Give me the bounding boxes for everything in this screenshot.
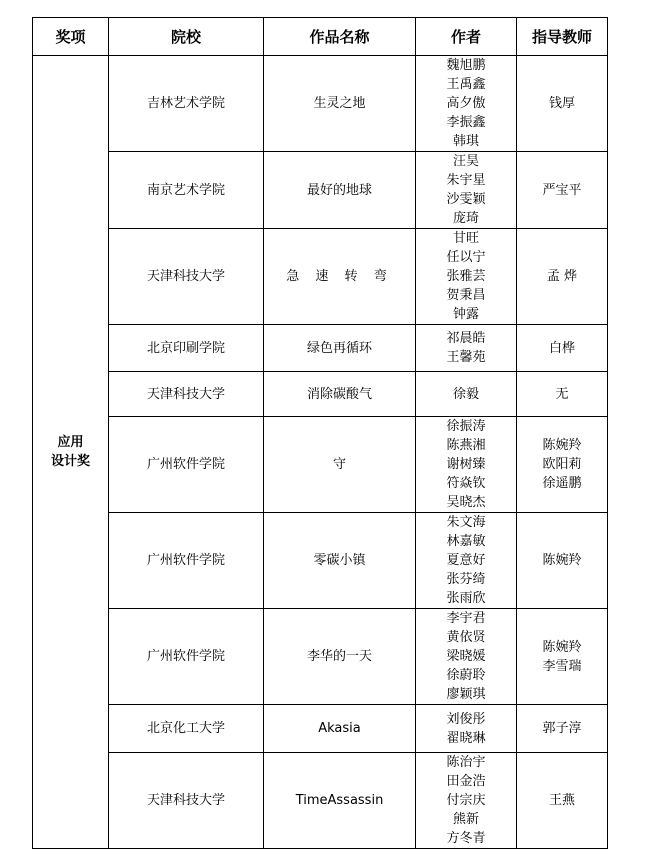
author-name: 贺秉昌: [446, 288, 486, 303]
advisors-cell: [517, 229, 608, 325]
author-name: 朱文海: [446, 515, 486, 530]
advisors-cell: [517, 417, 608, 513]
author-name: 翟晓琳: [446, 730, 486, 746]
author-name: 黄依贤: [446, 630, 486, 645]
authors-cell: [416, 609, 517, 705]
school-cell: 北京化工大学: [109, 705, 264, 753]
author-name: 王馨苑: [446, 350, 486, 365]
author-name: 廖颖琪: [446, 687, 486, 702]
advisor-name: 欧阳莉: [542, 457, 582, 472]
author-name: 林嘉敏: [446, 534, 486, 549]
author-name: 夏意好: [446, 553, 486, 568]
author-name: 王禹鑫: [446, 77, 486, 92]
advisor-name: 陈婉羚: [542, 553, 582, 568]
author-name: 吴晓杰: [446, 495, 486, 510]
header-advisors: 指导教师: [517, 18, 608, 56]
work-title-cell: 李华的一天: [264, 609, 416, 705]
school-cell: 广州软件学院: [109, 513, 264, 609]
advisors-cell: [517, 325, 608, 372]
table-row: [33, 56, 608, 152]
school-cell: 广州软件学院: [109, 609, 264, 705]
author-name: 任以宁: [446, 250, 486, 265]
awards-table: [32, 17, 608, 849]
advisors-cell: [517, 753, 608, 849]
author-name: 方冬青: [446, 831, 486, 846]
author-name: 徐毅: [452, 386, 479, 402]
award-category-label: 设计奖: [50, 454, 90, 469]
author-name: 汪昊: [452, 154, 479, 169]
table-row: [33, 753, 608, 849]
authors-cell: [416, 705, 517, 753]
advisor-name: 严宝平: [542, 182, 582, 198]
work-title-cell: Akasia: [264, 705, 416, 753]
authors-cell: [416, 56, 517, 152]
table-body: [33, 56, 608, 849]
author-name: 陈治宇: [446, 755, 486, 770]
author-name: 韩琪: [452, 134, 479, 149]
author-name: 张雨欣: [446, 591, 486, 606]
work-title-cell: 急 速 转 弯: [264, 229, 416, 325]
author-name: 张雅芸: [446, 269, 486, 284]
work-title-cell: 生灵之地: [264, 56, 416, 152]
advisors-cell: [517, 152, 608, 229]
table-row: [33, 229, 608, 325]
award-category-cell: [33, 56, 109, 849]
school-cell: 南京艺术学院: [109, 152, 264, 229]
author-name: 沙雯颖: [446, 192, 486, 207]
school-cell: 天津科技大学: [109, 372, 264, 417]
author-name: 熊新: [452, 812, 479, 827]
advisors-cell: [517, 705, 608, 753]
author-name: 祁晨皓: [446, 331, 486, 346]
table-row: [33, 372, 608, 417]
work-title-cell: 守: [264, 417, 416, 513]
advisors-cell: [517, 372, 608, 417]
author-name: 庞琦: [452, 211, 479, 226]
header-work: 作品名称: [264, 18, 416, 56]
header-row: [33, 18, 608, 56]
authors-cell: [416, 753, 517, 849]
authors-cell: [416, 325, 517, 372]
authors-cell: [416, 152, 517, 229]
header-school: 院校: [109, 18, 264, 56]
advisor-name: 孟 烨: [546, 269, 578, 284]
author-name: 谢树臻: [446, 457, 486, 472]
author-name: 陈燕湘: [446, 438, 486, 453]
author-name: 钟露: [452, 307, 479, 322]
table-row: [33, 325, 608, 372]
advisor-name: 无: [555, 386, 569, 402]
advisors-cell: [517, 56, 608, 152]
work-title-cell: 绿色再循环: [264, 325, 416, 372]
table-row: [33, 417, 608, 513]
advisors-cell: [517, 609, 608, 705]
advisor-name: 郭子淳: [542, 721, 582, 736]
author-name: 田金浩: [446, 774, 486, 789]
work-title-cell: TimeAssassin: [264, 753, 416, 849]
author-name: 徐振涛: [446, 419, 486, 434]
author-name: 李宇君: [446, 611, 486, 626]
work-title-cell: 最好的地球: [264, 152, 416, 229]
school-cell: 北京印刷学院: [109, 325, 264, 372]
header-authors: 作者: [416, 18, 517, 56]
author-name: 朱宇星: [446, 173, 486, 188]
school-cell: 吉林艺术学院: [109, 56, 264, 152]
authors-cell: [416, 513, 517, 609]
author-name: 徐蔚聆: [446, 668, 486, 683]
advisor-name: 白桦: [548, 340, 575, 356]
author-name: 张芬绮: [446, 572, 486, 587]
school-cell: 广州软件学院: [109, 417, 264, 513]
author-name: 付宗庆: [446, 793, 486, 808]
authors-cell: [416, 372, 517, 417]
table-row: [33, 705, 608, 753]
author-name: 魏旭鹏: [446, 58, 486, 73]
advisor-name: 徐遥鹏: [542, 476, 582, 491]
award-category-label: 应用: [57, 435, 84, 450]
advisor-name: 陈婉羚: [542, 438, 582, 453]
author-name: 梁晓媛: [446, 649, 486, 664]
school-cell: 天津科技大学: [109, 753, 264, 849]
work-title-cell: 零碳小镇: [264, 513, 416, 609]
school-cell: 天津科技大学: [109, 229, 264, 325]
author-name: 刘俊彤: [446, 711, 486, 727]
author-name: 高夕傲: [446, 96, 486, 111]
author-name: 符焱钦: [446, 476, 486, 491]
table-row: [33, 609, 608, 705]
advisor-name: 陈婉羚: [542, 639, 582, 655]
authors-cell: [416, 417, 517, 513]
authors-cell: [416, 229, 517, 325]
advisor-name: 李雪瑞: [542, 658, 582, 674]
work-title-cell: 消除碳酸气: [264, 372, 416, 417]
author-name: 甘旺: [452, 231, 479, 246]
header-award: 奖项: [33, 18, 109, 56]
advisor-name: 钱厚: [548, 96, 575, 111]
table-row: [33, 513, 608, 609]
table-row: [33, 152, 608, 229]
advisors-cell: [517, 513, 608, 609]
author-name: 李振鑫: [446, 115, 486, 130]
advisor-name: 王燕: [548, 793, 575, 808]
